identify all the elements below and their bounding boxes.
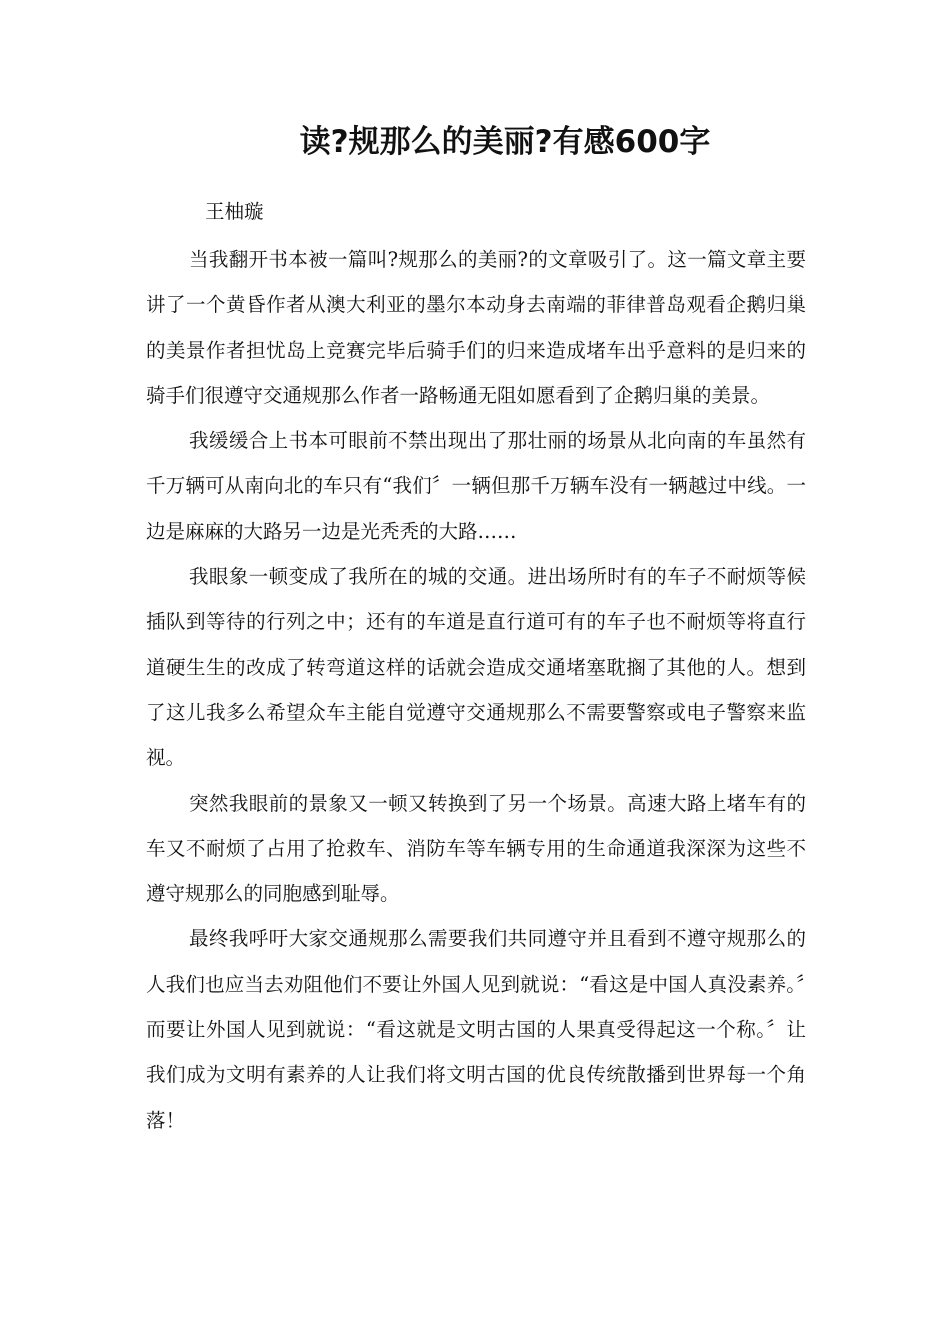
author-name: 王柚璇 bbox=[205, 200, 264, 223]
paragraph-4: 突然我眼前的景象又一顿又转换到了另一个场景。高速大路上堵车有的车又不耐烦了占用了抢救车、消防车等车辆专用的生命通道我深深为这些不遵守规那么的同胞感到耻辱。 bbox=[146, 791, 806, 906]
paragraph-3: 我眼象一顿变成了我所在的城的交通。进出场所时有的车子不耐烦等候插队到等待的行列之中；还有的车道是直行道可有的车子也不耐烦等将直行道硬生生的改成了转弯道这样的话就会造成交通堵塞耽搁了其他的人。想到了这儿我多么希望众车主能自觉遵守交通规那么不需要警察或电子警察来监视。 bbox=[146, 565, 806, 770]
document-body bbox=[146, 237, 806, 1143]
paragraph-2: 我缓缓合上书本可眼前不禁出现出了那壮丽的场景从北向南的车虽然有千万辆可从南向北的车只有“我们〞一辆但那千万辆车没有一辆越过中线。一边是麻麻的大路另一边是光秃秃的大路…… bbox=[146, 429, 806, 543]
document-title: 读?规那么的美丽?有感600字 bbox=[299, 124, 711, 160]
paragraph-1: 当我翻开书本被一篇叫?规那么的美丽?的文章吸引了。这一篇文章主要讲了一个黄昏作者从澳大利亚的墨尔本动身去南端的菲律普岛观看企鹅归巢的美景作者担忧岛上竞赛完毕后骑手们的归来造成堵车出乎意料的是归来的骑手们很遵守交通规那么作者一路畅通无阻如愿看到了企鹅归巢的美景。 bbox=[146, 248, 806, 407]
paragraph-5: 最终我呼吁大家交通规那么需要我们共同遵守并且看到不遵守规那么的人我们也应当去劝阻他们不要让外国人见到就说：“看这是中国人真没素养。〞而要让外国人见到就说：“看这就是文明古国的人果真受得起这一个称。〞让我们成为文明有素养的人让我们将文明古国的优良传统散播到世界每一个角落！ bbox=[146, 927, 806, 1132]
